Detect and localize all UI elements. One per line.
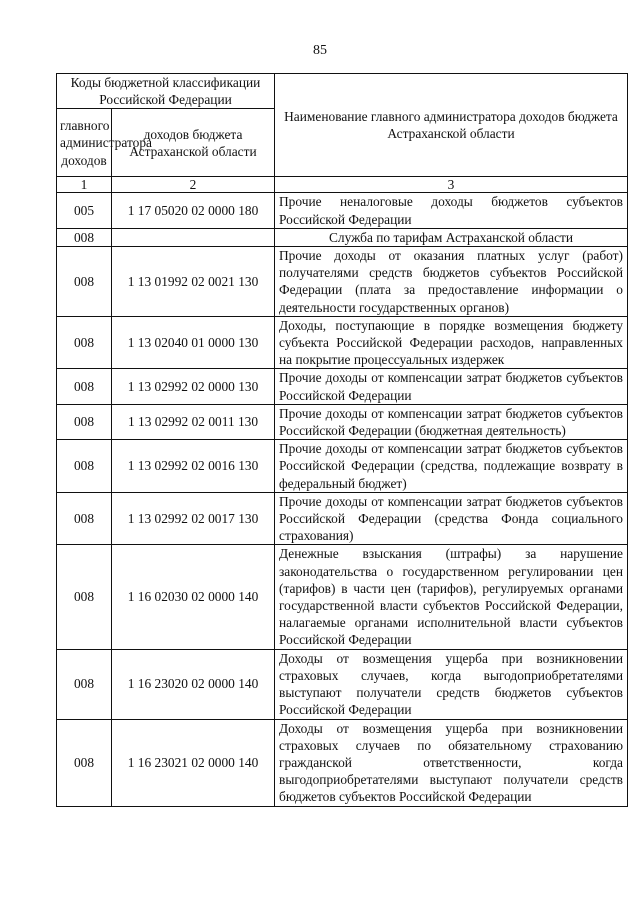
admin-code: 008	[57, 404, 112, 439]
revenue-code: 1 16 02030 02 0000 140	[112, 545, 275, 649]
column-number-3: 3	[275, 177, 628, 193]
revenue-code: 1 13 02992 02 0016 130	[112, 440, 275, 493]
revenue-code: 1 13 02040 01 0000 130	[112, 316, 275, 369]
admin-code: 008	[57, 369, 112, 404]
header-administrator-name: Наименование главного администратора доходов бюджета Астраханской области	[275, 74, 628, 177]
header-classification-codes: Коды бюджетной классификации Российской Федерации	[57, 74, 275, 109]
budget-classification-table	[56, 73, 628, 807]
table-row	[57, 404, 628, 439]
revenue-name: Прочие доходы от оказания платных услуг (работ) получателями средств бюджетов субъектов Российской Федерации (плата за предоставление информации о деятельности государственных органов)	[275, 247, 628, 317]
table-row	[57, 228, 628, 246]
table-header	[57, 74, 628, 193]
revenue-code: 1 13 01992 02 0021 130	[112, 247, 275, 317]
revenue-code	[112, 228, 275, 246]
header-chief-administrator: главного администратора доходов	[57, 109, 112, 177]
table-row	[57, 316, 628, 369]
page-number: 85	[313, 43, 327, 58]
revenue-code: 1 13 02992 02 0011 130	[112, 404, 275, 439]
revenue-code: 1 13 02992 02 0000 130	[112, 369, 275, 404]
revenue-code: 1 13 02992 02 0017 130	[112, 492, 275, 545]
revenue-name: Прочие доходы от компенсации затрат бюджетов субъектов Российской Федерации (средства Фонда социального страхования)	[275, 492, 628, 545]
admin-code: 008	[57, 545, 112, 649]
admin-code: 005	[57, 193, 112, 228]
admin-code: 008	[57, 440, 112, 493]
table-row	[57, 649, 628, 719]
revenue-name: Прочие доходы от компенсации затрат бюджетов субъектов Российской Федерации (средства, подлежащие возврату в федеральный бюджет)	[275, 440, 628, 493]
column-number-1: 1	[57, 177, 112, 193]
table-row	[57, 440, 628, 493]
revenue-code: 1 16 23021 02 0000 140	[112, 719, 275, 806]
admin-code: 008	[57, 492, 112, 545]
admin-code: 008	[57, 316, 112, 369]
table-row	[57, 369, 628, 404]
admin-code: 008	[57, 247, 112, 317]
table-row	[57, 492, 628, 545]
column-number-2: 2	[112, 177, 275, 193]
table-row	[57, 247, 628, 317]
administrator-name: Служба по тарифам Астраханской области	[275, 228, 628, 246]
header-budget-revenues: доходов бюджета Астраханской области	[112, 109, 275, 177]
admin-code: 008	[57, 228, 112, 246]
table-body	[57, 193, 628, 806]
revenue-code: 1 16 23020 02 0000 140	[112, 649, 275, 719]
revenue-name: Прочие доходы от компенсации затрат бюджетов субъектов Российской Федерации (бюджетная деятельность)	[275, 404, 628, 439]
table-row	[57, 545, 628, 649]
revenue-name: Доходы от возмещения ущерба при возникновении страховых случаев, когда выгодоприобретателями выступают получатели средств бюджетов субъектов Российской Федерации	[275, 649, 628, 719]
revenue-name: Денежные взыскания (штрафы) за нарушение законодательства о государственном регулировании цен (тарифов) в части цен (тарифов), регулируемых органами государственной власти субъектов Российской Федерации, налагаемые органами исполнительной власти субъектов Российской Федерации	[275, 545, 628, 649]
admin-code: 008	[57, 649, 112, 719]
table-row	[57, 193, 628, 228]
revenue-code: 1 17 05020 02 0000 180	[112, 193, 275, 228]
revenue-name: Прочие доходы от компенсации затрат бюджетов субъектов Российской Федерации	[275, 369, 628, 404]
revenue-name: Прочие неналоговые доходы бюджетов субъектов Российской Федерации	[275, 193, 628, 228]
table-row	[57, 719, 628, 806]
revenue-name: Доходы от возмещения ущерба при возникновении страховых случаев по обязательному страхованию гражданской ответственности, когда выгодоприобретателями выступают получатели средств бюджетов субъектов Российской Федерации	[275, 719, 628, 806]
revenue-name: Доходы, поступающие в порядке возмещения бюджету субъекта Российской Федерации расходов, направленных на покрытие процессуальных издержек	[275, 316, 628, 369]
admin-code: 008	[57, 719, 112, 806]
